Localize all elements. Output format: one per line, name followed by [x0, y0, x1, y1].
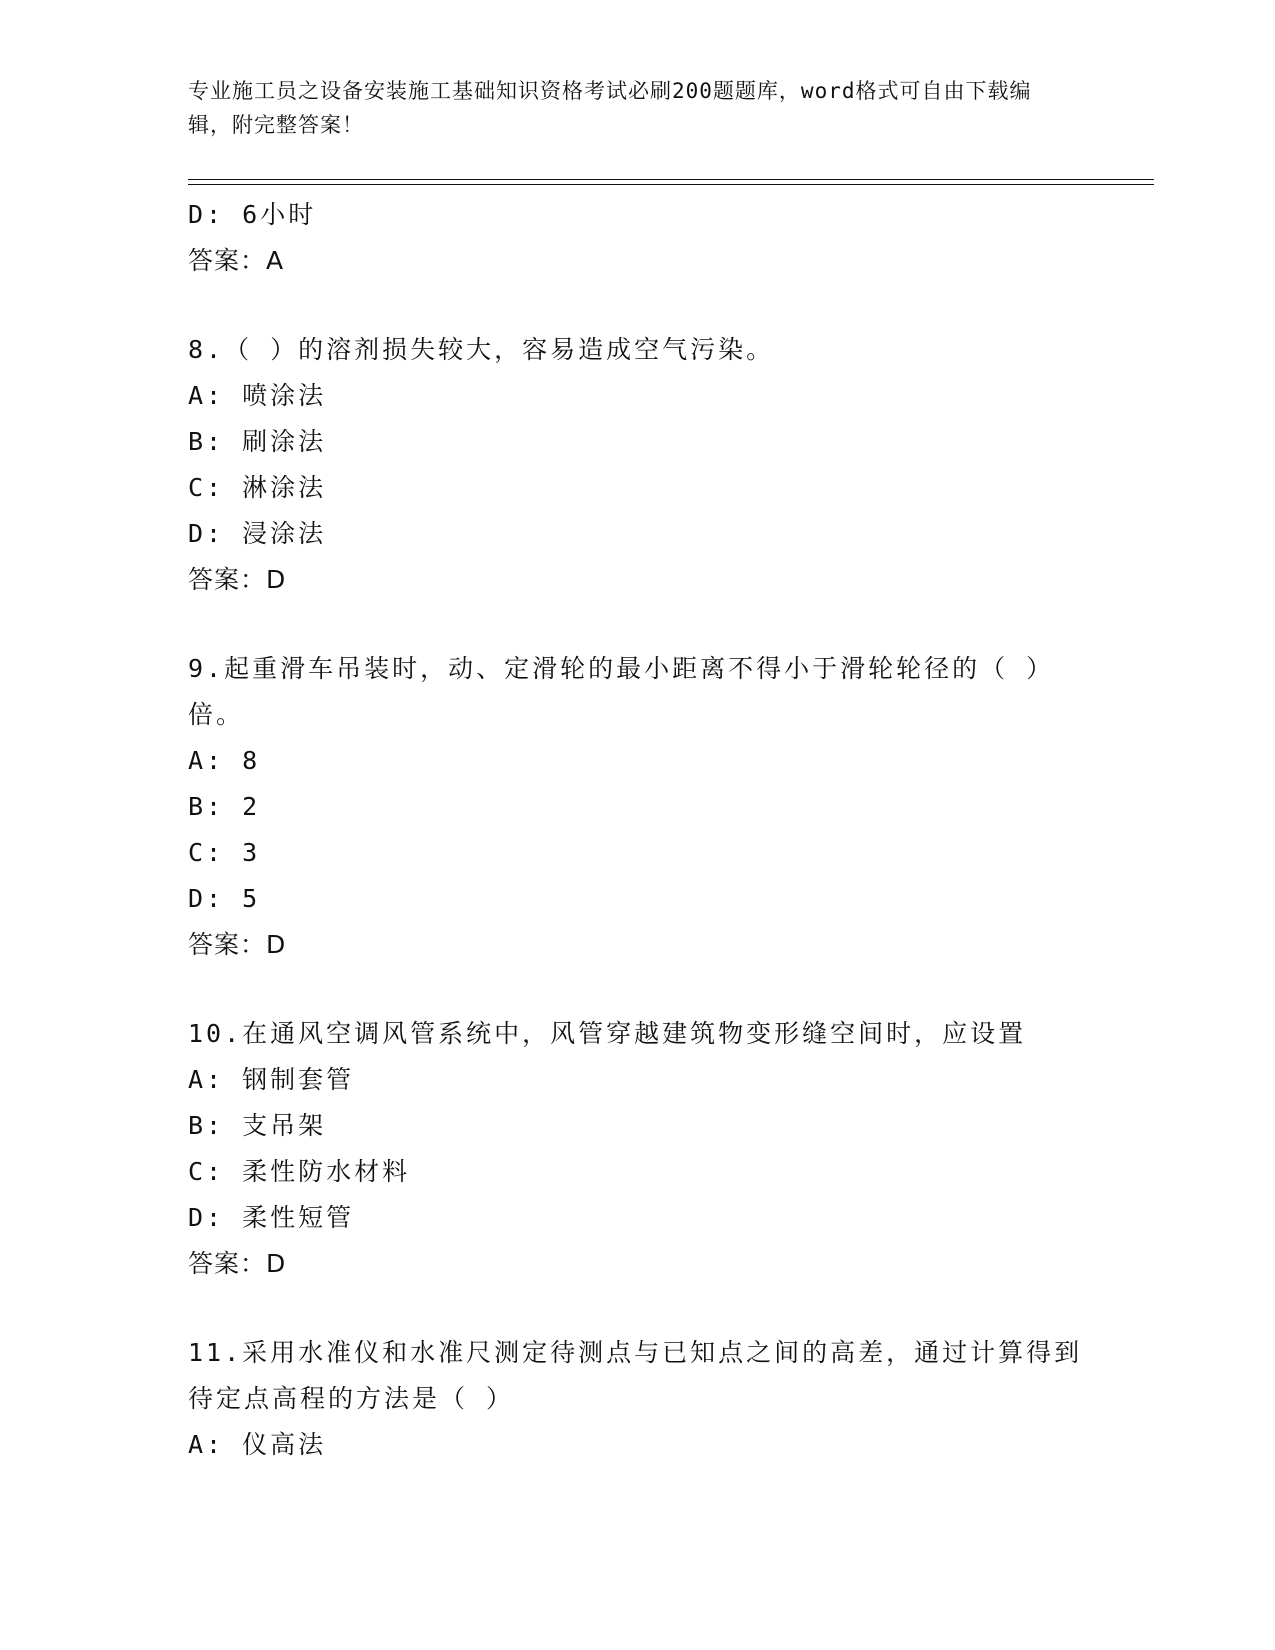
spacer — [188, 284, 1088, 327]
question-10 — [188, 1011, 1088, 1287]
option-a: A: 钢制套管 — [188, 1065, 355, 1094]
spacer — [188, 603, 1088, 646]
question-stem: 9.起重滑车吊装时，动、定滑轮的最小距离不得小于滑轮轮径的（ ）倍。 — [188, 654, 1055, 729]
option-d: D: 柔性短管 — [188, 1203, 355, 1232]
question-stem: 8.（ ）的溶剂损失较大，容易造成空气污染。 — [188, 335, 775, 364]
question-stem: 11.采用水准仪和水准尺测定待测点与已知点之间的高差，通过计算得到待定点高程的方法是（ ） — [188, 1338, 1083, 1413]
option-b: B: 2 — [188, 792, 261, 821]
question-list — [188, 192, 1088, 1468]
option-d: D: 5 — [188, 884, 261, 913]
answer-line: 答案：A — [188, 246, 285, 275]
answer-line: 答案：D — [188, 565, 287, 594]
header-divider-top — [188, 179, 1154, 180]
header-divider-bottom — [188, 184, 1154, 185]
option-a: A: 喷涂法 — [188, 381, 327, 410]
answer-line: 答案：D — [188, 1249, 287, 1278]
answer-line: 答案：D — [188, 930, 287, 959]
option-a: A: 仪高法 — [188, 1430, 327, 1459]
question-stem: 10.在通风空调风管系统中，风管穿越建筑物变形缝空间时，应设置 — [188, 1019, 1027, 1048]
option-c: C: 3 — [188, 838, 261, 867]
option-c: C: 淋涂法 — [188, 473, 327, 502]
question-9 — [188, 646, 1088, 968]
option-b: B: 刷涂法 — [188, 427, 327, 456]
question-11 — [188, 1330, 1088, 1468]
question-8 — [188, 327, 1088, 603]
option-d: D: 6小时 — [188, 200, 317, 229]
option-a: A: 8 — [188, 746, 261, 775]
option-b: B: 支吊架 — [188, 1111, 327, 1140]
spacer — [188, 968, 1088, 1011]
spacer — [188, 1287, 1088, 1330]
option-d: D: 浸涂法 — [188, 519, 327, 548]
option-c: C: 柔性防水材料 — [188, 1157, 411, 1186]
document-header: 专业施工员之设备安装施工基础知识资格考试必刷200题题库，word格式可自由下载编辑，附完整答案！ — [188, 79, 1032, 137]
